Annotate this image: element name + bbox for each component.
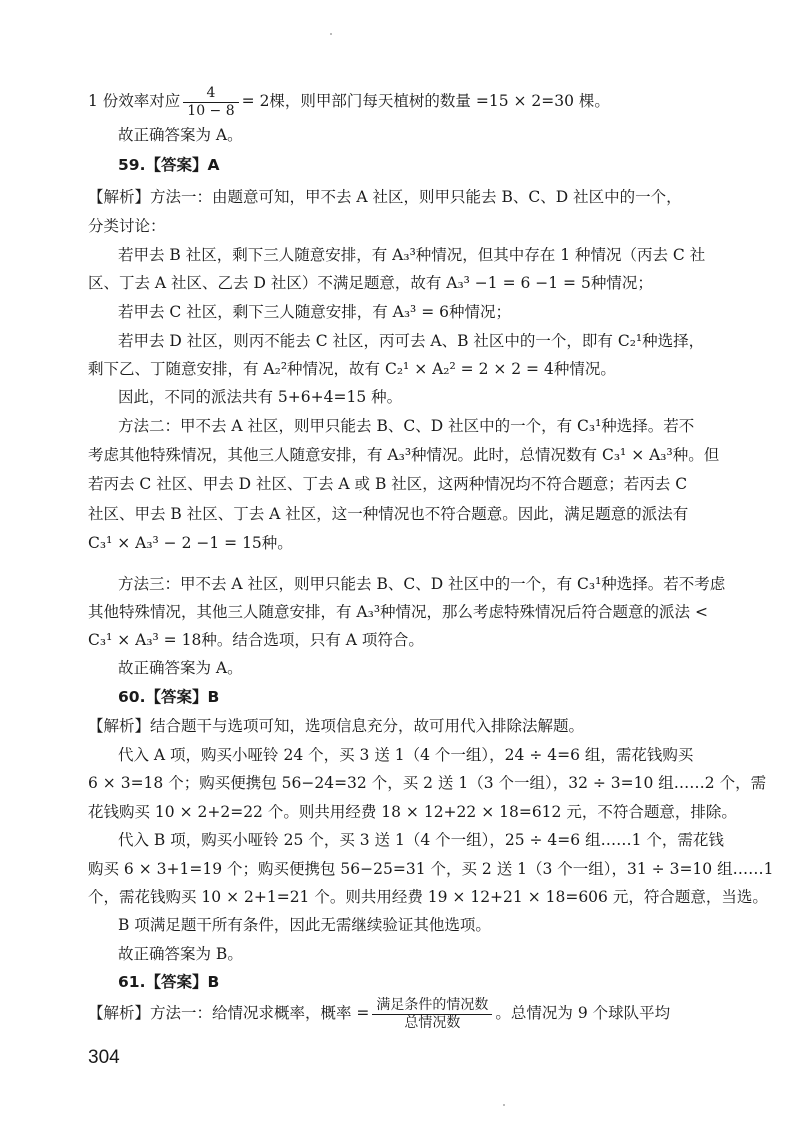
page-number: 304 (88, 1047, 120, 1068)
text-line: 若丙去 C 社区、甲去 D 社区、丁去 A 或 B 社区，这两种情况均不符合题意；若丙去 C (88, 475, 688, 493)
text-line: C₃¹ × A₃³ − 2 −1 = 15种。 (88, 534, 293, 552)
text-line: 若甲去 C 社区，剩下三人随意安排，有 A₃³ = 6种情况； (118, 303, 511, 321)
text-line: 考虑其他特殊情况，其他三人随意安排，有 A₃³种情况。此时，总情况数有 C₃¹ × A₃³种。但 (88, 446, 720, 464)
text-span: 【解析】方法一：给情况求概率，概率 = (88, 1004, 370, 1023)
text-line: 区、丁去 A 社区、乙去 D 社区）不满足题意，故有 A₃³ −1 = 6 −1 = 5种情况； (88, 274, 653, 292)
answer-heading: 61.【答案】B (118, 973, 220, 991)
fraction-numerator: 4 (183, 86, 238, 103)
text-line: 故正确答案为 B。 (118, 945, 243, 963)
text-line: 若甲去 D 社区，则丙不能去 C 社区，丙可去 A、B 社区中的一个，即有 C₂¹种选择， (118, 332, 705, 350)
text-line: 方法二：甲不去 A 社区，则甲只能去 B、C、D 社区中的一个，有 C₃¹种选择。若不 (118, 417, 695, 435)
text-line: 【解析】方法一：由题意可知，甲不去 A 社区，则甲只能去 B、C、D 社区中的一个， (88, 188, 682, 206)
text-line: 分类讨论： (88, 217, 166, 235)
text-line: 方法三：甲不去 A 社区，则甲只能去 B、C、D 社区中的一个，有 C₃¹种选择。若不考虑 (118, 575, 726, 593)
fraction-denominator: 10 − 8 (187, 102, 235, 119)
text-line: 代入 A 项，购买小哑铃 24 个，买 3 送 1（4 个一组），24 ÷ 4=6 组，需花钱购买 (118, 746, 694, 764)
answer-heading: 60.【答案】B (118, 688, 220, 706)
text-line: 社区、甲去 B 社区、丁去 A 社区，这一种情况也不符合题意。因此，满足题意的派法有 (88, 505, 689, 523)
text-line: 代入 B 项，购买小哑铃 25 个，买 3 送 1（4 个一组），25 ÷ 4=6 组……1 个，需花钱 (118, 831, 724, 849)
fraction (183, 86, 238, 118)
text-line: 个，需花钱购买 10 × 2+1=21 个。则共用经费 19 × 12+21 × 18=606 元，符合题意，当选。 (88, 888, 768, 906)
text-line: 【解析】结合题干与选项可知，选项信息充分，故可用代入排除法解题。 (88, 717, 585, 735)
fraction (372, 998, 492, 1030)
text-line: 其他特殊情况，其他三人随意安排，有 A₃³种情况，那么考虑特殊情况后符合题意的派法 < (88, 603, 708, 621)
scan-speck (503, 1104, 505, 1106)
text-line: C₃¹ × A₃³ = 18种。结合选项，只有 A 项符合。 (88, 631, 424, 649)
text-line: 6 × 3=18 个；购买便携包 56−24=32 个，买 2 送 1（3 个一组），32 ÷ 3=10 组……2 个，需 (88, 774, 767, 792)
text-span: = 2棵，则甲部门每天植树的数量 =15 × 2=30 棵。 (241, 92, 610, 111)
text-line: 故正确答案为 A。 (118, 126, 243, 144)
text-line (88, 997, 800, 1031)
text-span: 1 份效率对应 (88, 92, 181, 111)
text-line: B 项满足题干所有条件，因此无需继续验证其他选项。 (118, 916, 491, 934)
fraction-denominator: 总情况数 (404, 1014, 461, 1031)
text-span: 。总情况为 9 个球队平均 (495, 1004, 671, 1023)
text-line: 若甲去 B 社区，剩下三人随意安排，有 A₃³种情况，但其中存在 1 种情况（丙去 C 社 (118, 246, 706, 264)
text-line: 剩下乙、丁随意安排，有 A₂²种情况，故有 C₂¹ × A₂² = 2 × 2 = 4种情况。 (88, 360, 616, 378)
text-line: 花钱购买 10 × 2+2=22 个。则共用经费 18 × 12+22 × 18=612 元，不符合题意，排除。 (88, 803, 737, 821)
text-line (88, 85, 800, 119)
text-line: 故正确答案为 A。 (118, 659, 243, 677)
text-line: 因此，不同的派法共有 5+6+4=15 种。 (118, 388, 403, 406)
fraction-numerator: 满足条件的情况数 (372, 998, 492, 1015)
scan-speck (330, 33, 332, 35)
text-line: 购买 6 × 3+1=19 个；购买便携包 56−25=31 个，买 2 送 1（3 个一组），31 ÷ 3=10 组……1 (88, 860, 774, 878)
answer-heading: 59.【答案】A (118, 156, 220, 174)
